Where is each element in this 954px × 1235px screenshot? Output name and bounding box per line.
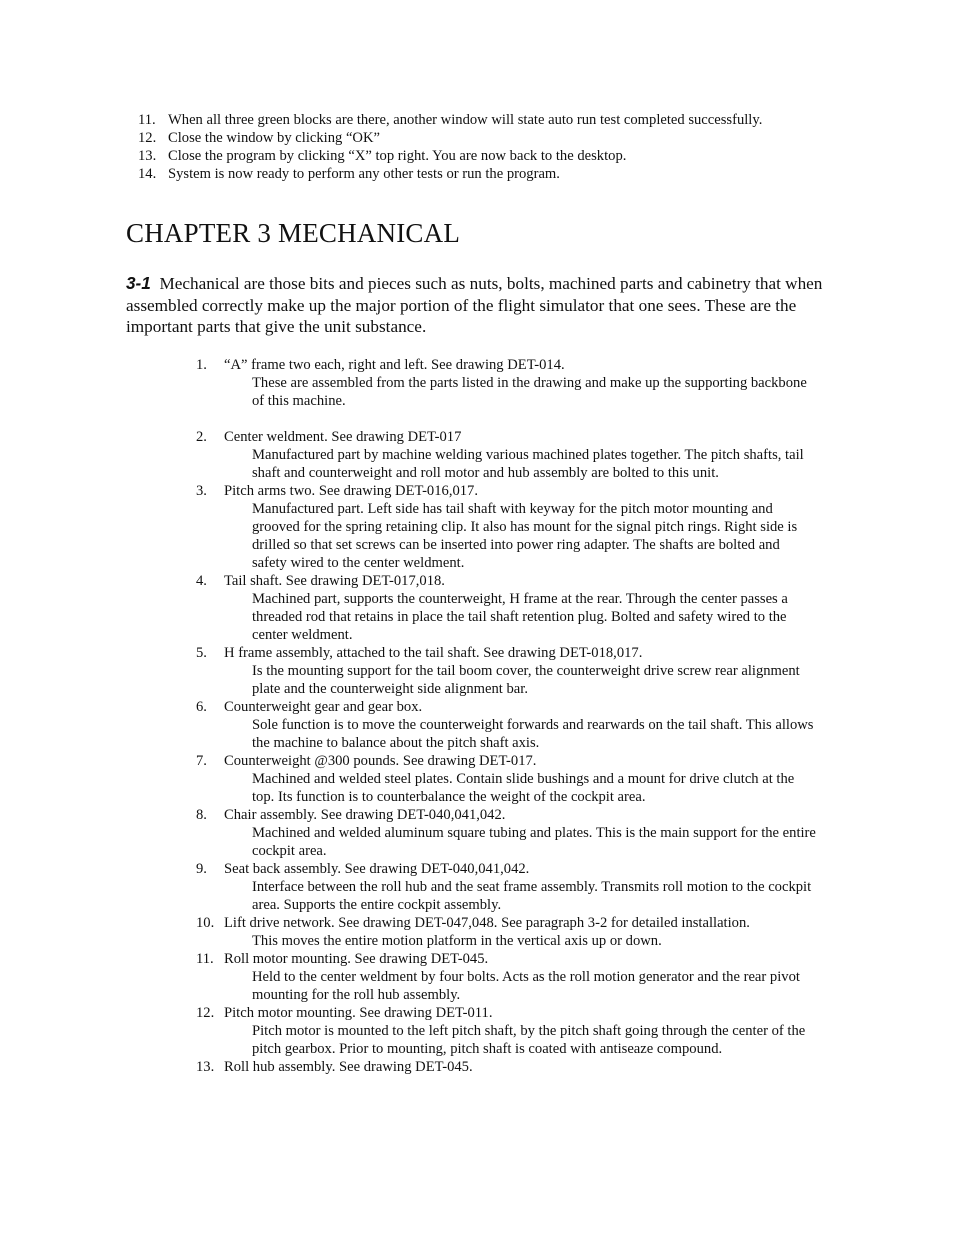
list-text: Close the program by clicking “X” top right. You are now back to the desktop.: [168, 148, 627, 164]
list-number: 5.: [196, 645, 207, 661]
item-description: Pitch motor is mounted to the left pitch shaft, by the pitch shaft going through the center of the pitch gearbox. Prior to mounting, pitch shaft is coated with antiseaze compound.: [252, 1023, 806, 1057]
list-item: [196, 644, 826, 698]
list-text: System is now ready to perform any other tests or run the program.: [168, 166, 560, 182]
item-title: H frame assembly, attached to the tail shaft. See drawing DET-018,017.: [224, 645, 643, 661]
list-item: [196, 950, 826, 1004]
list-item: [196, 1058, 826, 1076]
item-title: Chair assembly. See drawing DET-040,041,042.: [224, 807, 506, 823]
item-description: Manufactured part. Left side has tail shaft with keyway for the pitch motor mounting and grooved for the spring retaining clip. It also has mount for the signal pitch rings. Right side is drilled so that set screws can be inserted into power ring adapter. The shafts are bolted and safety wired to the center weldment.: [252, 501, 798, 571]
item-description: Machined part, supports the counterweight, H frame at the rear. Through the center passes a threaded rod that retains in place the tail shaft retention plug. Bolted and safety wired to the center weldment.: [252, 591, 788, 643]
chapter-title: CHAPTER 3 MECHANICAL: [126, 218, 461, 248]
list-item: [196, 860, 826, 914]
item-description: Interface between the roll hub and the seat frame assembly. Transmits roll motion to the cockpit area. Supports the entire cockpit assembly.: [252, 879, 812, 913]
list-number: 12.: [138, 130, 157, 146]
list-number: 8.: [196, 807, 207, 823]
list-item: [196, 482, 826, 572]
intro-paragraph: [126, 273, 826, 338]
item-title: Pitch arms two. See drawing DET-016,017.: [224, 483, 479, 499]
list-number: 4.: [196, 573, 207, 589]
list-number: 14.: [138, 166, 157, 182]
list-item: [138, 147, 838, 165]
item-title: Counterweight gear and gear box.: [224, 699, 423, 715]
list-number: 11.: [196, 951, 214, 967]
item-description: These are assembled from the parts listed in the drawing and make up the supporting backbone of this machine.: [252, 375, 807, 409]
list-number: 9.: [196, 861, 207, 877]
item-title: Center weldment. See drawing DET-017: [224, 429, 462, 445]
list-text: When all three green blocks are there, another window will state auto run test completed successfully.: [168, 112, 763, 128]
list-item: [196, 698, 826, 752]
list-number: 11.: [138, 112, 156, 128]
item-title: “A” frame two each, right and left. See drawing DET-014.: [224, 357, 565, 373]
section-number: 3-1: [126, 273, 151, 293]
list-number: 6.: [196, 699, 207, 715]
list-number: 12.: [196, 1005, 215, 1021]
item-description: Machined and welded steel plates. Contain slide bushings and a mount for drive clutch at the top. Its function is to counterbalance the weight of the cockpit area.: [252, 771, 795, 805]
item-description: Held to the center weldment by four bolts. Acts as the roll motion generator and the rear pivot mounting for the roll hub assembly.: [252, 969, 800, 1003]
item-description: Manufactured part by machine welding various machined plates together. The pitch shafts, tail shaft and counterweight and roll motor and hub assembly are bolted to this unit.: [252, 447, 804, 481]
procedure-list-continued: [138, 111, 838, 183]
list-text: Close the window by clicking “OK”: [168, 130, 380, 146]
list-number: 13.: [138, 148, 157, 164]
list-item: [196, 752, 826, 806]
list-item: [196, 1004, 826, 1058]
item-title: Roll motor mounting. See drawing DET-045.: [224, 951, 489, 967]
item-title: Lift drive network. See drawing DET-047,048. See paragraph 3-2 for detailed installation.: [224, 915, 750, 931]
mechanical-parts-list: [196, 356, 826, 1076]
list-item: [196, 806, 826, 860]
list-number: 13.: [196, 1059, 215, 1075]
list-number: 1.: [196, 357, 207, 373]
list-item: [196, 428, 826, 482]
item-title: Roll hub assembly. See drawing DET-045.: [224, 1059, 473, 1075]
list-item: [138, 111, 838, 129]
item-title: Counterweight @300 pounds. See drawing DET-017.: [224, 753, 537, 769]
list-item: [196, 356, 826, 410]
list-item: [196, 914, 826, 950]
spacer: [196, 410, 826, 428]
item-description: This moves the entire motion platform in the vertical axis up or down.: [252, 933, 662, 949]
item-description: Is the mounting support for the tail boom cover, the counterweight drive screw rear alignment plate and the counterweight side alignment bar.: [252, 663, 800, 697]
list-number: 2.: [196, 429, 207, 445]
item-description: Sole function is to move the counterweight forwards and rearwards on the tail shaft. This allows the machine to balance about the pitch shaft axis.: [252, 717, 814, 751]
intro-text: Mechanical are those bits and pieces such as nuts, bolts, machined parts and cabinetry that when assembled correctly make up the major portion of the flight simulator that one sees. These are the important parts that give the unit substance.: [126, 274, 823, 337]
list-item: [138, 165, 838, 183]
item-title: Pitch motor mounting. See drawing DET-011.: [224, 1005, 493, 1021]
list-number: 10.: [196, 915, 215, 931]
item-description: Machined and welded aluminum square tubing and plates. This is the main support for the entire cockpit area.: [252, 825, 816, 859]
list-item: [196, 572, 826, 644]
item-title: Seat back assembly. See drawing DET-040,041,042.: [224, 861, 530, 877]
item-title: Tail shaft. See drawing DET-017,018.: [224, 573, 445, 589]
list-item: [138, 129, 838, 147]
list-number: 7.: [196, 753, 207, 769]
list-number: 3.: [196, 483, 207, 499]
